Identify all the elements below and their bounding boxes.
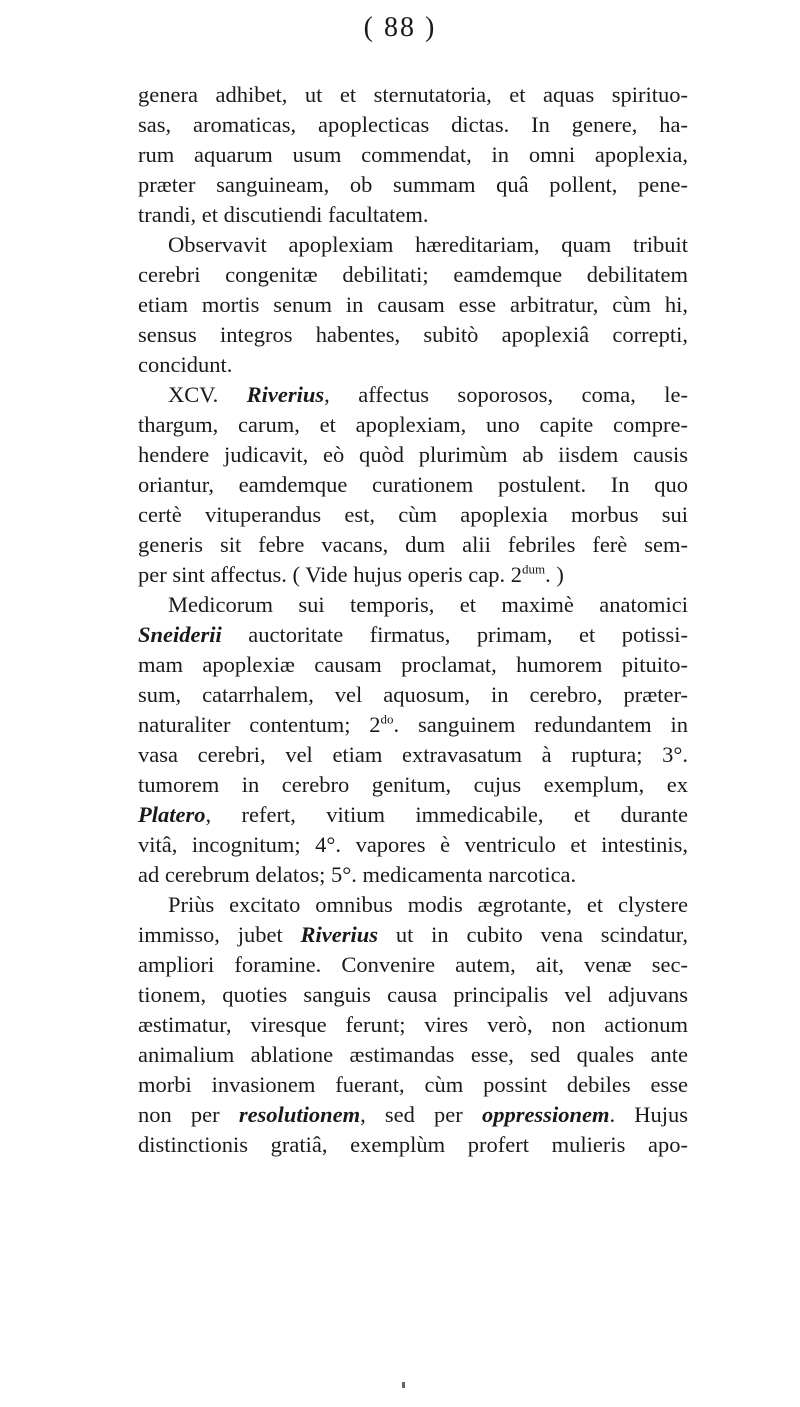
print-mark <box>402 1382 405 1388</box>
text-line-10: concidunt. <box>138 352 233 377</box>
text-line-8: etiam mortis senum in causam esse arbitratur, cùm hi, <box>138 292 688 317</box>
section-number: XCV. <box>168 382 247 407</box>
text-line-14: oriantur, eamdemque curationem postulent. In quo <box>138 472 688 497</box>
italic-term: oppressionem <box>481 1102 610 1127</box>
text-line-11 <box>168 380 688 410</box>
text-line-13: hendere judicavit, eò quòd plurimùm ab iisdem causis <box>138 442 688 467</box>
text-line-7: cerebri congenitæ debilitati; eamdemque debilitatem <box>138 262 688 287</box>
text-line-32: æstimatur, viresque ferunt; vires verò, non actionum <box>138 1012 688 1037</box>
author-name: Platero <box>138 802 206 827</box>
text-line-26: vitâ, incognitum; 4°. vapores è ventriculo et intestinis, <box>138 832 688 857</box>
text-line-15: certè vituperandus est, cùm apoplexia morbus sui <box>138 502 688 527</box>
text-line-2: sas, aromaticas, apoplecticas dictas. In genere, ha- <box>138 112 688 137</box>
text-line-29-main: immisso, jubet <box>138 922 301 947</box>
text-line-28: Priùs excitato omnibus modis ægrotante, et clystere <box>168 892 688 917</box>
text-line-16: generis sit febre vacans, dum alii febriles ferè sem- <box>138 532 688 557</box>
author-name: Riverius <box>246 382 325 407</box>
text-line-20: mam apoplexiæ causam proclamat, humorem pituito- <box>138 652 688 677</box>
text-line-9: sensus integros habentes, subitò apoplexiâ correpti, <box>138 322 688 347</box>
text-line-31: tionem, quoties sanguis causa principalis vel adjuvans <box>138 982 688 1007</box>
text-line-3: rum aquarum usum commendat, in omni apoplexia, <box>138 142 688 167</box>
text-line-23: vasa cerebri, vel etiam extravasatum à ruptura; 3°. <box>138 742 688 767</box>
text-line-35-c: , sed per <box>360 1102 482 1127</box>
text-line-35-e: . Hujus <box>609 1102 688 1127</box>
text-line-22 <box>138 710 688 740</box>
text-line-36: distinctionis gratiâ, exemplùm profert mulieris apo- <box>138 1132 688 1157</box>
italic-term: resolutionem <box>238 1102 361 1127</box>
text-line-33: animalium ablatione æstimandas esse, sed quales ante <box>138 1042 688 1067</box>
text-line-22-rest: . sanguinem redundantem in <box>393 712 688 737</box>
superscript: dum <box>521 561 546 577</box>
text-line-21: sum, catarrhalem, vel aquosum, in cerebro, præter- <box>138 682 688 707</box>
text-line-11-rest: , affectus soporosos, coma, le- <box>324 382 688 407</box>
text-line-25-rest: , refert, vitium immedicabile, et durante <box>205 802 688 827</box>
text-line-25 <box>138 800 688 830</box>
text-line-17 <box>138 560 688 590</box>
text-line-29 <box>138 920 688 950</box>
superscript: do <box>380 711 394 727</box>
text-line-22-main: naturaliter contentum; 2 <box>138 712 381 737</box>
author-name: Sneiderii <box>138 622 222 647</box>
text-line-1: genera adhibet, ut et sternutatoria, et aquas spirituo- <box>138 82 688 107</box>
text-line-19 <box>138 620 688 650</box>
text-line-35 <box>138 1100 688 1130</box>
text-line-35-a: non per <box>138 1102 239 1127</box>
text-line-6: Observavit apoplexiam hæreditariam, quam tribuit <box>168 232 688 257</box>
text-line-12: thargum, carum, et apoplexiam, uno capite compre- <box>138 412 688 437</box>
text-line-5: trandi, et discutiendi facultatem. <box>138 202 429 227</box>
text-line-24: tumorem in cerebro genitum, cujus exemplum, ex <box>138 772 688 797</box>
text-line-27: ad cerebrum delatos; 5°. medicamenta narcotica. <box>138 862 577 887</box>
text-line-17-main: per sint affectus. ( Vide hujus operis cap. 2 <box>138 562 522 587</box>
text-line-17-end: . ) <box>545 562 564 587</box>
author-name: Riverius <box>300 922 379 947</box>
text-line-30: ampliori foramine. Convenire autem, ait, venæ sec- <box>138 952 688 977</box>
text-line-19-rest: auctoritate firmatus, primam, et potissi- <box>221 622 688 647</box>
text-line-34: morbi invasionem fuerant, cùm possint debiles esse <box>138 1072 688 1097</box>
text-line-18: Medicorum sui temporis, et maximè anatomici <box>168 592 688 617</box>
page-number: ( 88 ) <box>363 12 437 43</box>
text-line-4: præter sanguineam, ob summam quâ pollent, pene- <box>138 172 688 197</box>
text-line-29-rest: ut in cubito vena scindatur, <box>378 922 688 947</box>
